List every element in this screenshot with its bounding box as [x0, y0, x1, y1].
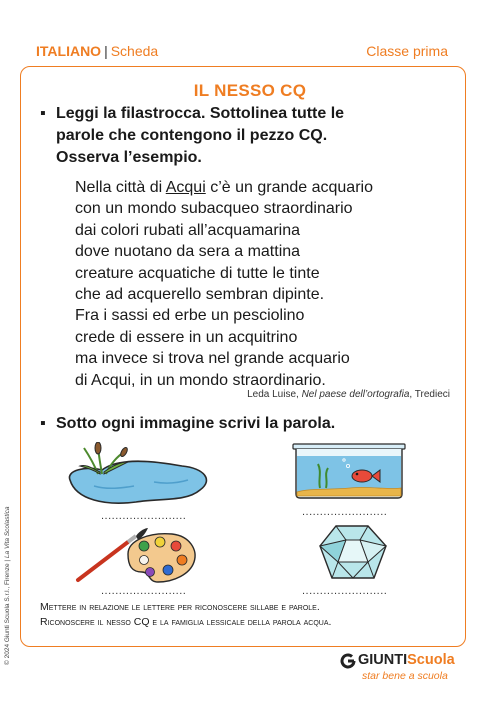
poem-line: ma invece si trova nel grande acquario — [75, 350, 350, 368]
copyright-note: © 2024 Giunti Scuola S.r.l., Firenze | La Vita Scolastica — [4, 506, 11, 665]
learning-objectives — [40, 600, 331, 630]
instruction-text: Leggi la filastrocca. Sottolinea tutte le parole che contengono il pezzo CQ. Osserva l’esempio. — [56, 105, 345, 166]
poem-line: dai colori rubati all’acquamarina — [75, 221, 301, 239]
answer-line-gem[interactable]: ........................ — [302, 585, 388, 597]
poem-line: crede di essere in un acquitrino — [75, 328, 298, 346]
subject-label: ITALIANO — [36, 43, 102, 59]
header-subject — [36, 43, 158, 59]
bullet-icon: ▪ — [40, 105, 46, 122]
nursery-rhyme — [75, 177, 373, 391]
watercolor-palette-image — [70, 524, 200, 586]
pond-image — [64, 442, 214, 508]
poem-line: Nella città di Acqui c’è un grande acquario — [75, 179, 373, 196]
instruction-read — [40, 103, 390, 169]
giunti-scuola-logo — [340, 650, 470, 690]
grade-label: Classe prima — [366, 43, 448, 59]
poem-line: creature acquatiche di tutte le tinte — [75, 264, 320, 282]
bullet-icon: ▪ — [40, 415, 46, 432]
aquamarine-gem-image — [316, 522, 390, 584]
answer-line-pond[interactable]: ........................ — [101, 510, 187, 522]
poem-line: che ad acquerello sembran dipinte. — [75, 286, 325, 304]
poem-line: di Acqui, in un mondo straordinario. — [75, 371, 326, 389]
objective-line: Riconoscere il nesso CQ e la famiglia lessicale della parola acqua. — [40, 616, 332, 628]
logo-tagline: star bene a scuola — [362, 670, 448, 682]
answer-line-palette[interactable]: ........................ — [101, 585, 187, 597]
poem-line: dove nuotano da sera a mattina — [75, 243, 301, 261]
poem-line: con un mondo subacqueo straordinario — [75, 200, 353, 218]
poem-credit: Leda Luise, Nel paese dell’ortografia, Tredieci — [247, 389, 450, 400]
aquarium-image — [290, 442, 408, 502]
instruction-text: Sotto ogni immagine scrivi la parola. — [56, 415, 336, 432]
logo-mark-icon — [340, 653, 356, 669]
header-separator: | — [104, 43, 108, 59]
poem-line: Fra i sassi ed erbe un pesciolino — [75, 307, 305, 325]
sheet-type-label: Scheda — [110, 43, 159, 59]
answer-line-aquarium[interactable]: ........................ — [302, 506, 388, 518]
objective-line: Mettere in relazione le lettere per riconoscere sillabe e parole. — [40, 601, 320, 613]
worksheet-title: IL NESSO CQ — [193, 81, 307, 100]
example-underlined-word: Acqui — [165, 179, 206, 196]
instruction-write — [40, 413, 440, 435]
logo-brand: GIUNTIScuola — [358, 652, 455, 668]
